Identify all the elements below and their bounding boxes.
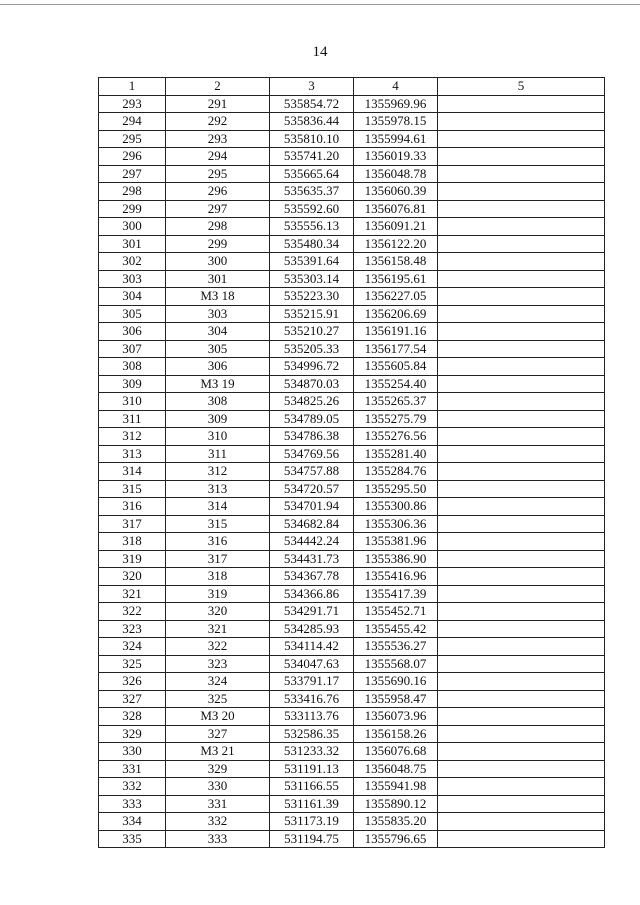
table-cell: 534825.26 [270, 393, 354, 411]
table-row [99, 585, 605, 603]
table-cell: 535854.72 [270, 95, 354, 113]
header-cell: 3 [270, 78, 354, 96]
table-cell [438, 235, 605, 253]
header-cell: 5 [438, 78, 605, 96]
table-row [99, 130, 605, 148]
table-cell: 535556.13 [270, 218, 354, 236]
table-row [99, 778, 605, 796]
table-cell: 320 [166, 603, 270, 621]
table-cell: 531191.13 [270, 760, 354, 778]
table-cell [438, 725, 605, 743]
table-cell: 535665.64 [270, 165, 354, 183]
table-cell: 1355417.39 [354, 585, 438, 603]
table-cell [438, 323, 605, 341]
table-cell: 331 [166, 795, 270, 813]
table-row [99, 515, 605, 533]
table-cell: 319 [99, 550, 166, 568]
table-cell: МЗ 19 [166, 375, 270, 393]
table-row [99, 148, 605, 166]
table-cell: 1355690.16 [354, 673, 438, 691]
table-row [99, 95, 605, 113]
table-cell: 315 [99, 480, 166, 498]
table-cell: 533791.17 [270, 673, 354, 691]
table-cell: 333 [99, 795, 166, 813]
table-cell: 534442.24 [270, 533, 354, 551]
table-cell: 534996.72 [270, 358, 354, 376]
table-cell: 333 [166, 830, 270, 848]
table-cell: 534367.78 [270, 568, 354, 586]
table-row [99, 445, 605, 463]
table-cell: 1356076.81 [354, 200, 438, 218]
table-row [99, 638, 605, 656]
table-cell: 1355276.56 [354, 428, 438, 446]
table-cell [438, 585, 605, 603]
table-cell: 1356177.54 [354, 340, 438, 358]
table-cell: 328 [99, 708, 166, 726]
top-rule [0, 4, 640, 5]
table-row [99, 358, 605, 376]
table-cell: 534682.84 [270, 515, 354, 533]
table-cell: 534285.93 [270, 620, 354, 638]
table-cell: 1356158.26 [354, 725, 438, 743]
table-cell [438, 743, 605, 761]
table-cell: 300 [99, 218, 166, 236]
table-cell: 535810.10 [270, 130, 354, 148]
table-cell [438, 305, 605, 323]
table-cell: 1356122.20 [354, 235, 438, 253]
table-cell: 312 [166, 463, 270, 481]
table-cell [438, 148, 605, 166]
table-cell [438, 690, 605, 708]
table-cell [438, 813, 605, 831]
table-cell: 535741.20 [270, 148, 354, 166]
table-row [99, 165, 605, 183]
table-body [99, 95, 605, 848]
table-cell: 312 [99, 428, 166, 446]
table-cell: 303 [166, 305, 270, 323]
table-cell: 308 [166, 393, 270, 411]
table-cell: 311 [99, 410, 166, 428]
table-cell: 1355568.07 [354, 655, 438, 673]
table-cell: 532586.35 [270, 725, 354, 743]
table-cell: 534701.94 [270, 498, 354, 516]
table-cell: 531166.55 [270, 778, 354, 796]
table-cell: 297 [166, 200, 270, 218]
table-cell: 298 [99, 183, 166, 201]
table-cell: 1355455.42 [354, 620, 438, 638]
table-cell: 313 [99, 445, 166, 463]
table-cell: 1356073.96 [354, 708, 438, 726]
table-cell: 327 [166, 725, 270, 743]
table-cell [438, 568, 605, 586]
table-cell: 1356191.16 [354, 323, 438, 341]
table-cell: 320 [99, 568, 166, 586]
table-cell: 1355386.90 [354, 550, 438, 568]
table-cell: 311 [166, 445, 270, 463]
table-cell: 534114.42 [270, 638, 354, 656]
table-cell [438, 515, 605, 533]
table-row [99, 410, 605, 428]
table-row [99, 375, 605, 393]
table-row [99, 113, 605, 131]
table-cell: 330 [99, 743, 166, 761]
table-cell [438, 655, 605, 673]
table-cell: 534789.05 [270, 410, 354, 428]
header-row [99, 78, 605, 96]
table-cell: 319 [166, 585, 270, 603]
table-cell [438, 358, 605, 376]
table-cell: 325 [166, 690, 270, 708]
table-cell: 327 [99, 690, 166, 708]
table-cell: 534757.88 [270, 463, 354, 481]
table-cell [438, 253, 605, 271]
table-cell: 316 [99, 498, 166, 516]
table-row [99, 568, 605, 586]
table-cell: 534720.57 [270, 480, 354, 498]
table-cell: 531194.75 [270, 830, 354, 848]
table-row [99, 288, 605, 306]
table-cell: 309 [99, 375, 166, 393]
table-cell [438, 288, 605, 306]
table-cell: 535215.91 [270, 305, 354, 323]
header-cell: 1 [99, 78, 166, 96]
table-cell: 1356206.69 [354, 305, 438, 323]
table-cell: 294 [99, 113, 166, 131]
table-cell: 1355941.98 [354, 778, 438, 796]
table-cell: 1356048.78 [354, 165, 438, 183]
table-cell: 534431.73 [270, 550, 354, 568]
table-cell [438, 340, 605, 358]
table-cell: 1355416.96 [354, 568, 438, 586]
table-row [99, 253, 605, 271]
table-cell: 1355254.40 [354, 375, 438, 393]
coordinates-table [98, 77, 605, 848]
table-cell: 313 [166, 480, 270, 498]
table-cell: 533416.76 [270, 690, 354, 708]
table-cell: 1355265.37 [354, 393, 438, 411]
table-row [99, 690, 605, 708]
table-cell: 301 [166, 270, 270, 288]
table-cell: 323 [166, 655, 270, 673]
table-cell: 535391.64 [270, 253, 354, 271]
table-row [99, 620, 605, 638]
table-cell [438, 603, 605, 621]
table-cell: 292 [166, 113, 270, 131]
table-cell [438, 270, 605, 288]
table-cell: 293 [166, 130, 270, 148]
table-row [99, 235, 605, 253]
table-cell [438, 760, 605, 778]
table-cell: 533113.76 [270, 708, 354, 726]
table-cell [438, 638, 605, 656]
table-cell: 298 [166, 218, 270, 236]
table-cell: 334 [99, 813, 166, 831]
table-cell [438, 218, 605, 236]
table-cell: 1355452.71 [354, 603, 438, 621]
table-cell: 1355835.20 [354, 813, 438, 831]
table-cell: 1355605.84 [354, 358, 438, 376]
table-cell: 321 [166, 620, 270, 638]
table-cell: 296 [99, 148, 166, 166]
table-cell [438, 795, 605, 813]
table-cell: 324 [99, 638, 166, 656]
table-row [99, 393, 605, 411]
table-cell: 1356091.21 [354, 218, 438, 236]
table-cell: 535210.27 [270, 323, 354, 341]
table-cell: 535223.30 [270, 288, 354, 306]
table-cell [438, 533, 605, 551]
table-cell: 306 [99, 323, 166, 341]
table-cell: 306 [166, 358, 270, 376]
table-row [99, 603, 605, 621]
table-cell: 534786.38 [270, 428, 354, 446]
table-cell: МЗ 18 [166, 288, 270, 306]
table-cell: 1355796.65 [354, 830, 438, 848]
table-row [99, 218, 605, 236]
table-cell [438, 200, 605, 218]
table-cell: 304 [99, 288, 166, 306]
table-row [99, 200, 605, 218]
table-cell: 317 [166, 550, 270, 568]
table-cell: 535836.44 [270, 113, 354, 131]
table-cell: 331 [99, 760, 166, 778]
table-cell: 324 [166, 673, 270, 691]
table-cell: 296 [166, 183, 270, 201]
table-cell: 295 [166, 165, 270, 183]
table-cell: 1356060.39 [354, 183, 438, 201]
table-cell: 297 [99, 165, 166, 183]
header-cell: 4 [354, 78, 438, 96]
table-cell: 535480.34 [270, 235, 354, 253]
table-row [99, 673, 605, 691]
table-cell: 1355969.96 [354, 95, 438, 113]
table-cell: 1355300.86 [354, 498, 438, 516]
table-row [99, 428, 605, 446]
table-cell: 321 [99, 585, 166, 603]
header-cell: 2 [166, 78, 270, 96]
table-cell: 305 [99, 305, 166, 323]
table-cell: 299 [166, 235, 270, 253]
table-cell: 1356227.05 [354, 288, 438, 306]
table-cell: 1355284.76 [354, 463, 438, 481]
table-row [99, 340, 605, 358]
table-cell [438, 463, 605, 481]
table-cell: 332 [99, 778, 166, 796]
table-cell: 299 [99, 200, 166, 218]
table-cell [438, 445, 605, 463]
table-cell [438, 375, 605, 393]
table-cell: 1355275.79 [354, 410, 438, 428]
table-cell: 302 [99, 253, 166, 271]
table-cell: 317 [99, 515, 166, 533]
table-cell: 322 [99, 603, 166, 621]
table-cell: 310 [99, 393, 166, 411]
table-cell [438, 183, 605, 201]
table-cell: 531233.32 [270, 743, 354, 761]
table-cell: 1355381.96 [354, 533, 438, 551]
table-cell: 535205.33 [270, 340, 354, 358]
table-row [99, 305, 605, 323]
table-cell: 293 [99, 95, 166, 113]
table-cell: 531161.39 [270, 795, 354, 813]
table-cell [438, 130, 605, 148]
table-cell: 329 [99, 725, 166, 743]
table-row [99, 498, 605, 516]
table-row [99, 480, 605, 498]
table-row [99, 708, 605, 726]
table-cell [438, 550, 605, 568]
table-cell [438, 673, 605, 691]
table-cell: 294 [166, 148, 270, 166]
table-cell [438, 498, 605, 516]
table-cell: 1355295.50 [354, 480, 438, 498]
table-cell [438, 708, 605, 726]
table-cell: 534291.71 [270, 603, 354, 621]
table-cell: 304 [166, 323, 270, 341]
table-cell: 303 [99, 270, 166, 288]
table-row [99, 655, 605, 673]
table-cell [438, 480, 605, 498]
table-cell: 314 [99, 463, 166, 481]
table-cell [438, 95, 605, 113]
table-cell: 534870.03 [270, 375, 354, 393]
table-row [99, 533, 605, 551]
table-cell: 1355978.15 [354, 113, 438, 131]
table-row [99, 183, 605, 201]
table-cell: 534366.86 [270, 585, 354, 603]
table-cell: 323 [99, 620, 166, 638]
table-cell: 301 [99, 235, 166, 253]
table-cell: 318 [99, 533, 166, 551]
table-cell: 535592.60 [270, 200, 354, 218]
table-row [99, 270, 605, 288]
table-cell: 535303.14 [270, 270, 354, 288]
table-cell: 534047.63 [270, 655, 354, 673]
table-cell: 534769.56 [270, 445, 354, 463]
table-cell: 300 [166, 253, 270, 271]
table-cell: 332 [166, 813, 270, 831]
table-cell: 1356019.33 [354, 148, 438, 166]
table-cell: 291 [166, 95, 270, 113]
table-row [99, 743, 605, 761]
table-cell [438, 778, 605, 796]
table-row [99, 795, 605, 813]
table-cell: 1356158.48 [354, 253, 438, 271]
table-cell [438, 393, 605, 411]
table-row [99, 760, 605, 778]
table-cell: 295 [99, 130, 166, 148]
table-cell: 1355281.40 [354, 445, 438, 463]
page-number: 14 [312, 44, 328, 60]
table-cell: 1355958.47 [354, 690, 438, 708]
table-cell: 326 [99, 673, 166, 691]
table-cell: 307 [99, 340, 166, 358]
table-cell: 309 [166, 410, 270, 428]
table-cell: 1356048.75 [354, 760, 438, 778]
table-cell: 325 [99, 655, 166, 673]
table-cell: 316 [166, 533, 270, 551]
table-row [99, 550, 605, 568]
table-cell: 335 [99, 830, 166, 848]
table-cell [438, 620, 605, 638]
table-cell: 314 [166, 498, 270, 516]
table-row [99, 830, 605, 848]
table-cell: 535635.37 [270, 183, 354, 201]
table-cell: 329 [166, 760, 270, 778]
table-cell: 318 [166, 568, 270, 586]
table-row [99, 813, 605, 831]
table-row [99, 463, 605, 481]
table-cell [438, 830, 605, 848]
table-cell: 1356195.61 [354, 270, 438, 288]
table-cell: 1355536.27 [354, 638, 438, 656]
table-cell [438, 410, 605, 428]
table-cell [438, 113, 605, 131]
table-cell: 315 [166, 515, 270, 533]
table-row [99, 725, 605, 743]
table-cell: МЗ 20 [166, 708, 270, 726]
table-cell [438, 428, 605, 446]
table-cell: 308 [99, 358, 166, 376]
table-cell: 330 [166, 778, 270, 796]
table-cell: 1355306.36 [354, 515, 438, 533]
table-cell: 1355890.12 [354, 795, 438, 813]
table-cell: 1355994.61 [354, 130, 438, 148]
table-cell: 322 [166, 638, 270, 656]
table-cell: 531173.19 [270, 813, 354, 831]
table-cell: 1356076.68 [354, 743, 438, 761]
table-cell: 305 [166, 340, 270, 358]
table-cell [438, 165, 605, 183]
table-cell: МЗ 21 [166, 743, 270, 761]
table-cell: 310 [166, 428, 270, 446]
table-row [99, 323, 605, 341]
